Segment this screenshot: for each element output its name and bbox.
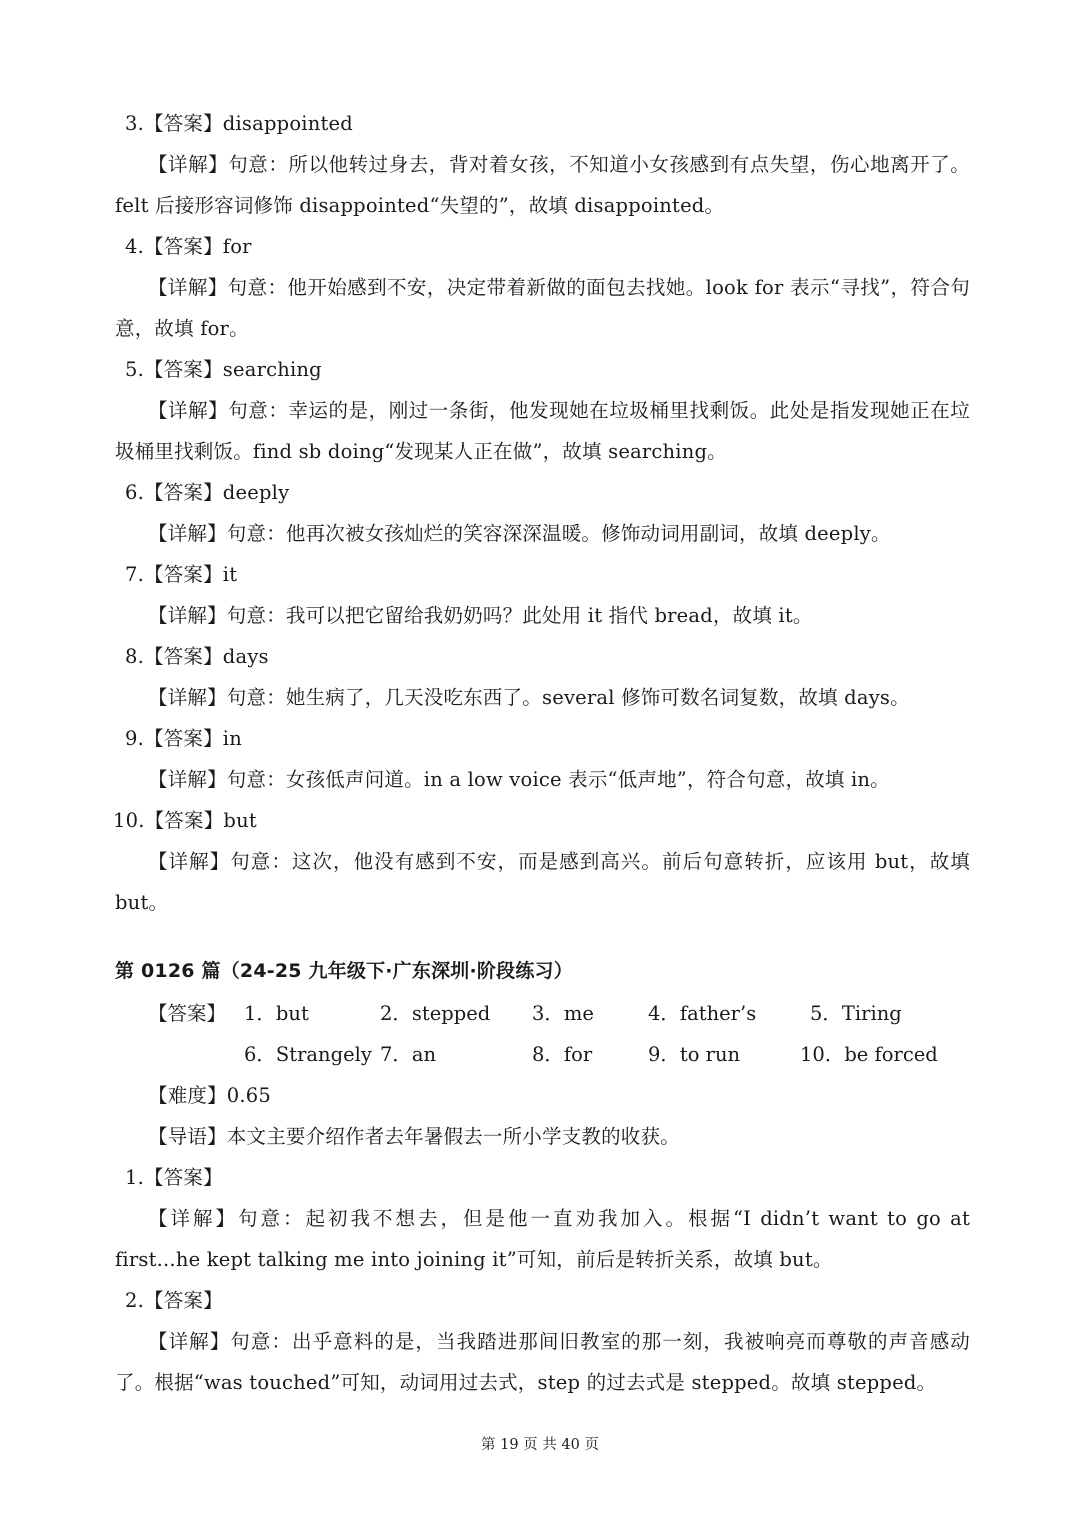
section-explanation-1: 【详解】句意：起初我不想去，但是他一直劝我加入。根据“I didn’t want to go at first...he kept talking me into joining it”可知，前后是转折关系，故填 but。 [115, 1207, 970, 1271]
answer-1: 1．but [244, 1002, 309, 1025]
answer-4: 4．father’s [648, 1002, 757, 1025]
section-title: 第 0126 篇（24-25 九年级下·广东深圳·阶段练习） [115, 960, 573, 982]
difficulty: 【难度】0.65 [148, 1084, 272, 1107]
explanation-7: 【详解】句意：我可以把它留给我奶奶吗？此处用 it 指代 bread，故填 it。 [148, 604, 813, 627]
answer-6: 6．Strangely [244, 1043, 372, 1066]
explanation-9: 【详解】句意：女孩低声问道。in a low voice 表示“低声地”，符合句意，故填 in。 [148, 768, 890, 791]
answer-2: 2．stepped [380, 1002, 491, 1025]
answer-9: 9．to run [648, 1043, 741, 1066]
explanation-5: 【详解】句意：幸运的是，刚过一条街，他发现她在垃圾桶里找剩饭。此处是指发现她正在垃圾桶里找剩饭。find sb doing“发现某人正在做”，故填 searching。 [115, 399, 970, 463]
answer-line-10: 10.【答案】but [113, 809, 257, 832]
section-answer-line-1: 1.【答案】 [125, 1166, 223, 1189]
answer-3: 3．me [532, 1002, 594, 1025]
page-number-footer: 第 19 页 共 40 页 [481, 1437, 599, 1453]
explanation-8: 【详解】句意：她生病了，几天没吃东西了。several 修饰可数名词复数，故填 days。 [148, 686, 910, 709]
explanation-3: 【详解】句意：所以他转过身去，背对着女孩，不知道小女孩感到有点失望，伤心地离开了。felt 后接形容词修饰 disappointed“失望的”，故填 disappointed。 [115, 153, 970, 217]
answer-line-3: 3.【答案】disappointed [125, 112, 353, 135]
explanation-10: 【详解】句意：这次，他没有感到不安，而是感到高兴。前后句意转折，应该用 but，故填 but。 [115, 850, 970, 914]
answer-line-7: 7.【答案】it [125, 563, 238, 586]
answer-label: 【答案】 [148, 1002, 227, 1025]
answer-7: 7．an [380, 1043, 437, 1066]
answer-10: 10．be forced [800, 1043, 938, 1066]
explanation-6: 【详解】句意：他再次被女孩灿烂的笑容深深温暖。修饰动词用副词，故填 deeply。 [148, 522, 891, 545]
guide: 【导语】本文主要介绍作者去年暑假去一所小学支教的收获。 [148, 1125, 680, 1148]
answer-5: 5．Tiring [810, 1002, 902, 1025]
answer-line-4: 4.【答案】for [125, 235, 252, 258]
section-explanation-2: 【详解】句意：出乎意料的是，当我踏进那间旧教室的那一刻，我被响亮而尊敬的声音感动了。根据“was touched”可知，动词用过去式，step 的过去式是 stepped。故填 stepped。 [115, 1330, 970, 1394]
section-answer-line-2: 2.【答案】 [125, 1289, 223, 1312]
explanation-4: 【详解】句意：他开始感到不安，决定带着新做的面包去找她。look for 表示“寻找”，符合句意，故填 for。 [115, 276, 970, 340]
answer-8: 8．for [532, 1043, 593, 1066]
answer-line-8: 8.【答案】days [125, 645, 269, 668]
answer-line-5: 5.【答案】searching [125, 358, 322, 381]
answer-line-6: 6.【答案】deeply [125, 481, 290, 504]
answer-line-9: 9.【答案】in [125, 727, 243, 750]
